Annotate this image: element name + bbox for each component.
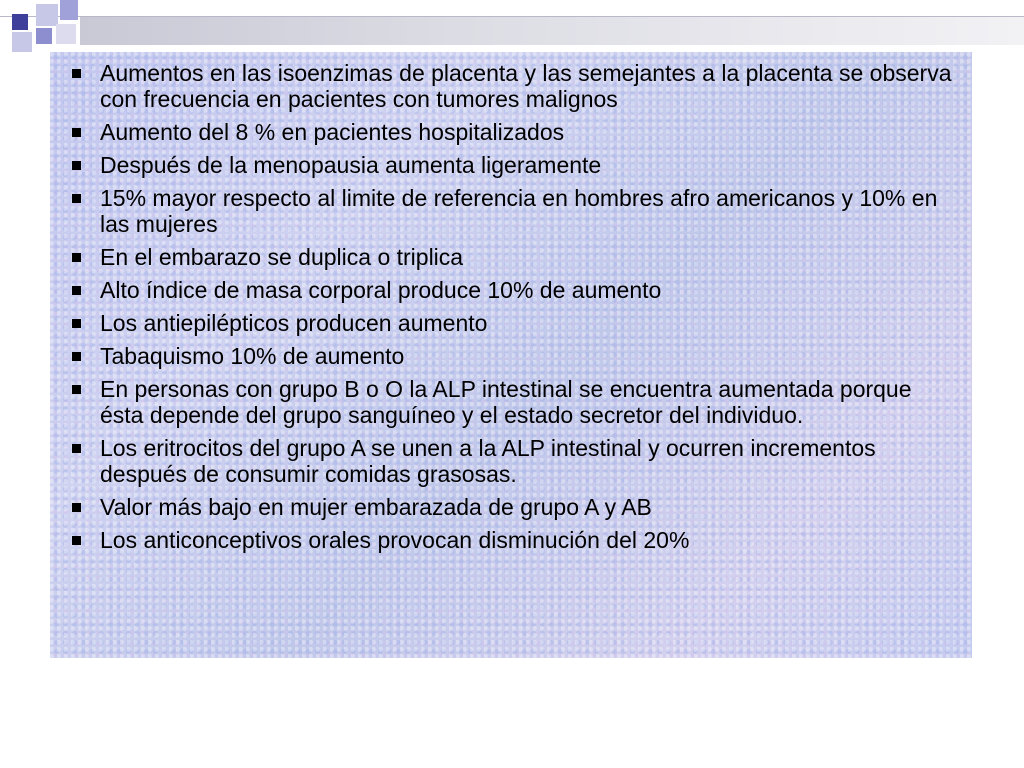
square-bullet-icon	[72, 253, 81, 262]
list-item	[66, 310, 956, 336]
bullet-list	[66, 60, 956, 560]
bullet-text: Después de la menopausia aumenta ligeramente	[100, 152, 602, 178]
list-item	[66, 119, 956, 145]
list-item	[66, 527, 956, 553]
square-bullet-icon	[72, 536, 81, 545]
list-item	[66, 376, 956, 428]
bullet-text: 15% mayor respecto al limite de referencia en hombres afro americanos y 10% en las mujeres	[100, 185, 938, 237]
list-item	[66, 343, 956, 369]
square-bullet-icon	[72, 444, 81, 453]
bullet-text: Los eritrocitos del grupo A se unen a la ALP intestinal y ocurren incrementos después de consumir comidas grasosas.	[100, 435, 876, 487]
content-panel	[50, 52, 972, 658]
bullet-text: Aumentos en las isoenzimas de placenta y las semejantes a la placenta se observa con frecuencia en pacientes con tumores malignos	[100, 60, 952, 112]
deco-square-light	[36, 4, 58, 26]
bullet-text: Aumento del 8 % en pacientes hospitalizados	[100, 119, 565, 145]
list-item	[66, 185, 956, 237]
list-item	[66, 244, 956, 270]
deco-square-mid-2	[36, 28, 52, 44]
deco-square-mid	[60, 0, 78, 20]
list-item	[66, 277, 956, 303]
list-item	[66, 494, 956, 520]
square-bullet-icon	[72, 194, 81, 203]
header-bar	[80, 17, 1024, 45]
deco-square-pale	[56, 24, 76, 44]
bullet-text: Los antiepilépticos producen aumento	[100, 310, 488, 336]
list-item	[66, 435, 956, 487]
deco-square-dark	[12, 14, 28, 30]
bullet-text: Tabaquismo 10% de aumento	[100, 343, 405, 369]
square-bullet-icon	[72, 352, 81, 361]
square-bullet-icon	[72, 503, 81, 512]
square-bullet-icon	[72, 319, 81, 328]
bullet-text: Alto índice de masa corporal produce 10% de aumento	[100, 277, 662, 303]
square-bullet-icon	[72, 286, 81, 295]
square-bullet-icon	[72, 128, 81, 137]
square-bullet-icon	[72, 161, 81, 170]
list-item	[66, 60, 956, 112]
bullet-text: En el embarazo se duplica o triplica	[100, 244, 464, 270]
square-bullet-icon	[72, 69, 81, 78]
list-item	[66, 152, 956, 178]
bullet-text: Valor más bajo en mujer embarazada de grupo A y AB	[100, 494, 652, 520]
bullet-text: Los anticonceptivos orales provocan disminución del 20%	[100, 527, 690, 553]
deco-square-light-2	[12, 32, 32, 52]
bullet-text: En personas con grupo B o O la ALP intestinal se encuentra aumentada porque ésta depende del grupo sanguíneo y el estado secretor del individuo.	[100, 376, 912, 428]
square-bullet-icon	[72, 385, 81, 394]
